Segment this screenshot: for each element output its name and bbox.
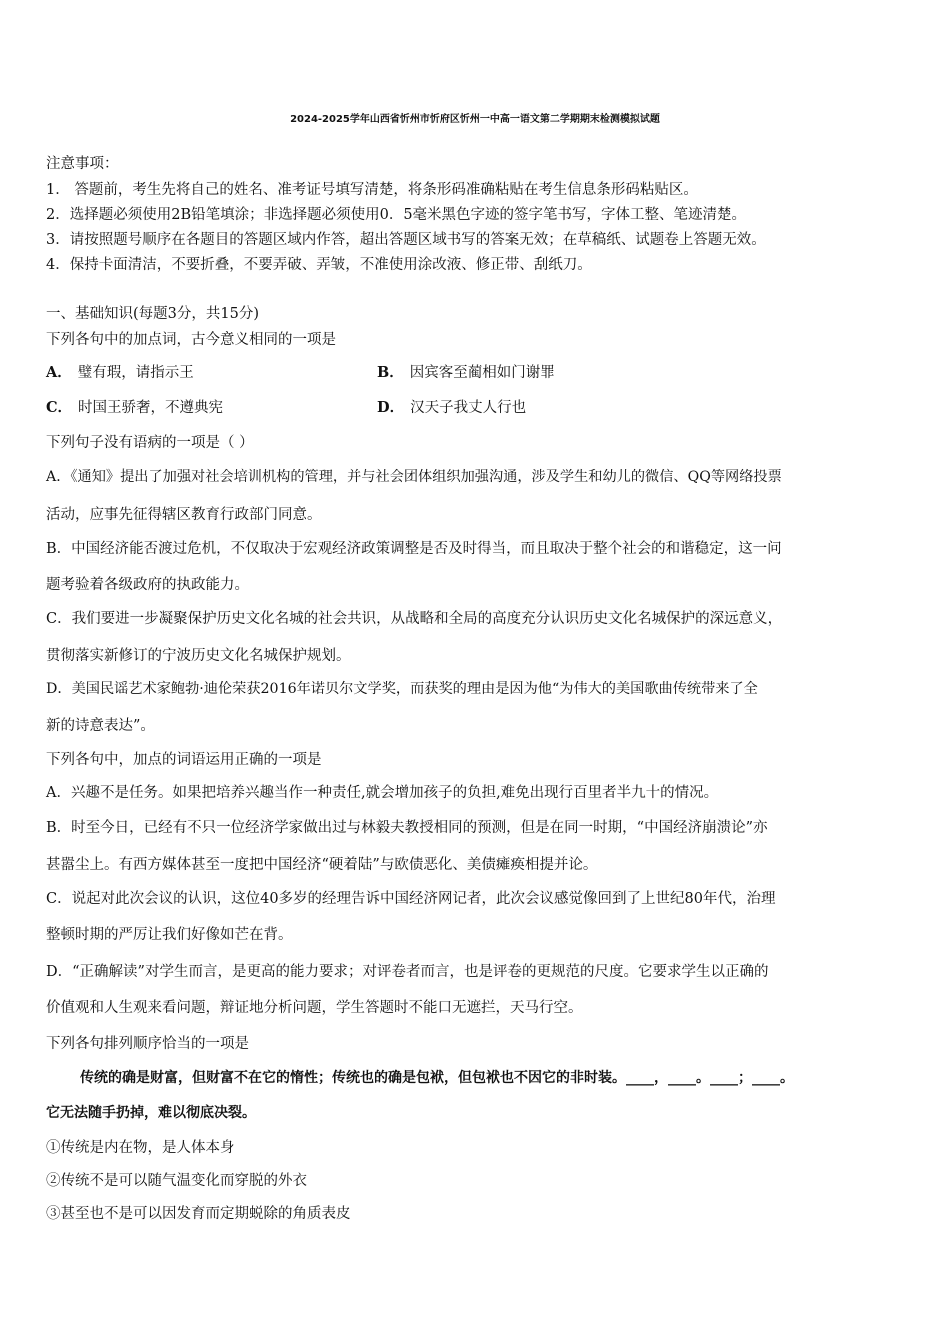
question-4-item-2: ②传统不是可以随气温变化而穿脱的外衣 — [46, 1173, 307, 1189]
question-2-stem: 下列句子没有语病的一项是（ ） — [46, 435, 254, 451]
question-3-option-a: A．兴趣不是任务。如果把培养兴趣当作一种责任,就会增加孩子的负担,难免出现行百里者半九十的情况。 — [46, 785, 719, 801]
question-3-option-b-line1: B．时至今日，已经有不只一位经济学家做出过与林毅夫教授相同的预测，但是在同一时期，“中国经济崩溃论”亦 — [46, 820, 768, 836]
question-4-passage-line1: 传统的确是财富，但财富不在它的惰性；传统也的确是包袱，但包袱也不因它的非时装。____，____。____；____。 — [80, 1070, 794, 1086]
option-label: B． — [377, 364, 404, 381]
option-label: C． — [46, 399, 73, 416]
notice-item-2: 2．选择题必须使用2B铅笔填涂；非选择题必须使用0．5毫米黑色字迹的签字笔书写，字体工整、笔迹清楚。 — [46, 207, 747, 223]
question-1-option-b — [377, 361, 555, 382]
page-title: 2024-2025学年山西省忻州市忻府区忻州一中高一语文第二学期期末检测模拟试题 — [290, 114, 660, 125]
question-2-option-c-line2: 贯彻落实新修订的宁波历史文化名城保护规划。 — [46, 648, 351, 664]
question-3-stem: 下列各句中，加点的词语运用正确的一项是 — [46, 752, 322, 768]
notice-item-4: 4．保持卡面清洁，不要折叠，不要弄破、弄皱，不准使用涂改液、修正带、刮纸刀。 — [46, 257, 592, 273]
question-3-option-c-line1: C．说起对此次会议的认识，这位40多岁的经理告诉中国经济网记者，此次会议感觉像回到了上世纪80年代，治理 — [46, 891, 776, 907]
question-4-passage-line2: 它无法随手扔掉，难以彻底决裂。 — [46, 1105, 256, 1121]
question-3-option-d-line1: D．“正确解读”对学生而言，是更高的能力要求；对评卷者而言，也是评卷的更规范的尺度。它要求学生以正确的 — [46, 964, 769, 980]
question-2-option-c-line1: C．我们要进一步凝聚保护历史文化名城的社会共识，从战略和全局的高度充分认识历史文化名城保护的深远意义， — [46, 611, 783, 627]
question-4-item-3: ③甚至也不是可以因发育而定期蜕除的角质表皮 — [46, 1206, 351, 1222]
question-1-option-d — [377, 396, 526, 417]
question-1-option-c — [46, 396, 223, 417]
question-3-option-c-line2: 整顿时期的严厉让我们好像如芒在背。 — [46, 927, 293, 943]
question-1-option-a — [46, 361, 194, 382]
option-text: 时国王骄奢，不遵典宪 — [78, 400, 224, 416]
notice-heading: 注意事项： — [46, 156, 119, 172]
option-text: 汉天子我丈人行也 — [410, 400, 527, 416]
question-2-option-d-line1: D．美国民谣艺术家鲍勃·迪伦荣获2016年诺贝尔文学奖，而获奖的理由是因为他“为伟大的美国歌曲传统带来了全 — [46, 681, 758, 697]
question-1-stem: 下列各句中的加点词，古今意义相同的一项是 — [46, 332, 336, 348]
question-2-option-d-line2: 新的诗意表达”。 — [46, 718, 155, 734]
notice-item-3: 3．请按照题号顺序在各题目的答题区域内作答，超出答题区域书写的答案无效；在草稿纸、试题卷上答题无效。 — [46, 232, 766, 248]
question-4-stem: 下列各句排列顺序恰当的一项是 — [46, 1036, 249, 1052]
question-2-option-b-line2: 题考验着各级政府的执政能力。 — [46, 577, 249, 593]
notice-item-1: 1． 答题前，考生先将自己的姓名、准考证号填写清楚，将条形码准确粘贴在考生信息条形码粘贴区。 — [46, 182, 698, 198]
option-label: A． — [46, 364, 72, 381]
option-text: 因宾客至蔺相如门谢罪 — [409, 365, 555, 381]
option-label: D． — [377, 399, 405, 416]
question-3-option-d-line2: 价值观和人生观来看问题，辩证地分析问题，学生答题时不能口无遮拦，天马行空。 — [46, 1000, 583, 1016]
section-heading: 一、基础知识(每题3分，共15分) — [46, 306, 259, 322]
question-3-option-b-line2: 甚嚣尘上。有西方媒体甚至一度把中国经济“硬着陆”与欧债恶化、美债瘫痪相提并论。 — [46, 857, 598, 873]
question-2-option-a-line2: 活动，应事先征得辖区教育行政部门同意。 — [46, 507, 322, 523]
question-2-option-a-line1: A．《通知》提出了加强对社会培训机构的管理，并与社会团体组织加强沟通，涉及学生和幼儿的微信、QQ等网络投票 — [46, 469, 782, 485]
question-4-item-1: ①传统是内在物，是人体本身 — [46, 1140, 235, 1156]
question-2-option-b-line1: B．中国经济能否渡过危机，不仅取决于宏观经济政策调整是否及时得当，而且取决于整个社会的和谐稳定，这一问 — [46, 541, 782, 557]
option-text: 璧有瑕，请指示王 — [77, 365, 194, 381]
